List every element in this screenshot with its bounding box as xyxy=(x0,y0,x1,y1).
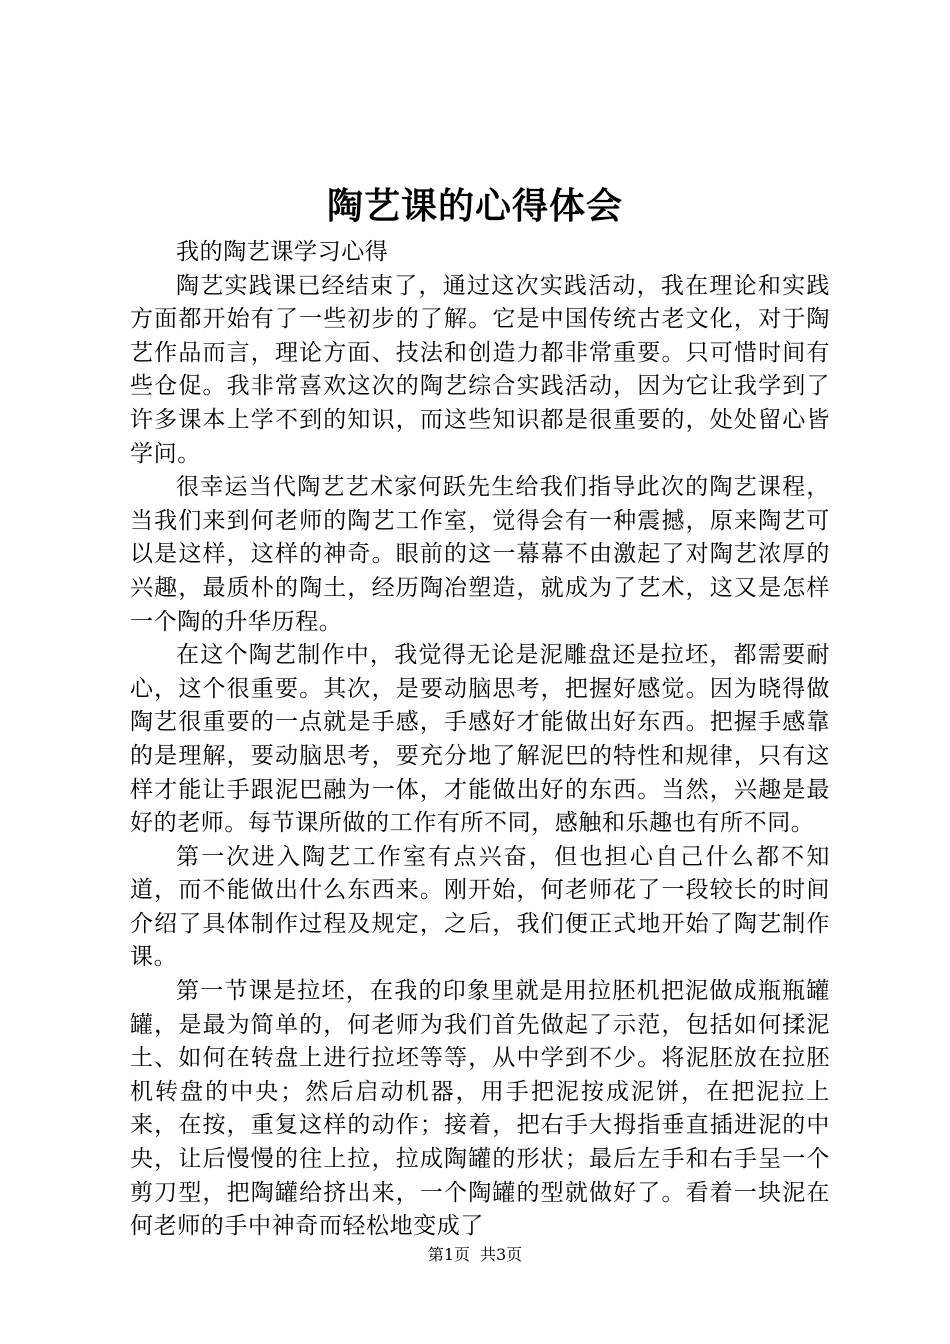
document-body xyxy=(130,236,830,1244)
paragraph: 在这个陶艺制作中，我觉得无论是泥雕盘还是拉坯，都需要耐心，这个很重要。其次，是要动脑思考，把握好感觉。因为晓得做陶艺很重要的一点就是手感，手感好才能做出好东西。把握手感靠的是理解，要动脑思考，要充分地了解泥巴的特性和规律，只有这样才能让手跟泥巴融为一体，才能做出好的东西。当然，兴趣是最好的老师。每节课所做的工作有所不同，感触和乐趣也有所不同。 xyxy=(130,642,830,837)
paragraph: 陶艺实践课已经结束了，通过这次实践活动，我在理论和实践方面都开始有了一些初步的了解。它是中国传统古老文化，对于陶艺作品而言，理论方面、技法和创造力都非常重要。只可惜时间有些仓促。我非常喜欢这次的陶艺综合实践活动，因为它让我学到了许多课本上学不到的知识，而这些知识都是很重要的，处处留心皆学问。 xyxy=(130,272,830,467)
paragraph: 第一次进入陶艺工作室有点兴奋，但也担心自己什么都不知道，而不能做出什么东西来。刚开始，何老师花了一段较长的时间介绍了具体制作过程及规定，之后，我们便正式地开始了陶艺制作课。 xyxy=(130,843,830,971)
document-title: 陶艺课的心得体会 xyxy=(326,186,623,227)
page-total: 共3页 xyxy=(480,1245,523,1264)
page-footer xyxy=(0,1244,950,1266)
paragraph: 第一节课是拉坯，在我的印象里就是用拉胚机把泥做成瓶瓶罐罐，是最为简单的，何老师为我们首先做起了示范，包括如何揉泥土、如何在转盘上进行拉坯等等，从中学到不少。将泥胚放在拉胚机转盘的中央；然后启动机器，用手把泥按成泥饼，在把泥拉上来，在按，重复这样的动作；接着，把右手大拇指垂直插进泥的中央，让后慢慢的往上拉，拉成陶罐的形状；最后左手和右手呈一个剪刀型，把陶罐给挤出来，一个陶罐的型就做好了。看着一块泥在何老师的手中神奇而轻松地变成了 xyxy=(130,978,830,1240)
paragraph-subtitle: 我的陶艺课学习心得 xyxy=(176,239,389,265)
paragraph: 很幸运当代陶艺艺术家何跃先生给我们指导此次的陶艺课程，当我们来到何老师的陶艺工作室，觉得会有一种震撼，原来陶艺可以是这样，这样的神奇。眼前的这一幕幕不由激起了对陶艺浓厚的兴趣，最质朴的陶土，经历陶冶塑造，就成为了艺术，这又是怎样一个陶的升华历程。 xyxy=(130,474,830,635)
page-number: 第1页 xyxy=(427,1245,470,1264)
